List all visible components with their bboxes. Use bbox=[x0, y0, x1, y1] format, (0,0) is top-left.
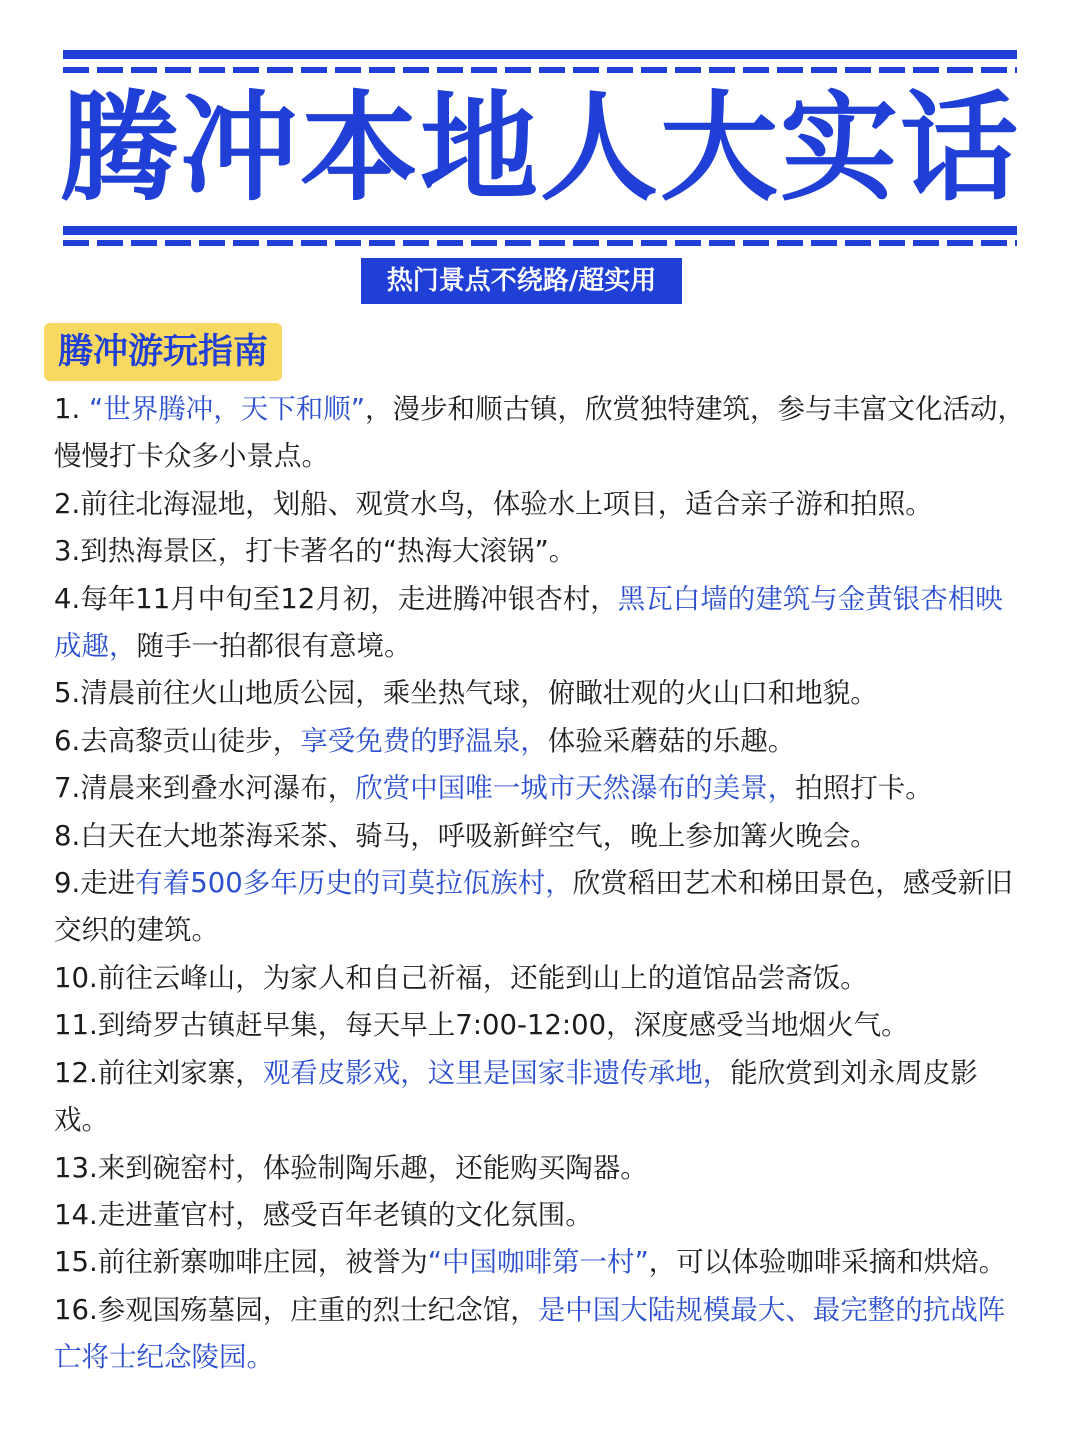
list-item bbox=[54, 670, 1029, 717]
list-item bbox=[54, 386, 1029, 481]
bottom-dashed-bar bbox=[63, 240, 1017, 246]
highlight-text: 欣赏中国唯一城市天然瀑布的美景， bbox=[355, 772, 796, 805]
list-item bbox=[54, 813, 1029, 860]
list-item bbox=[54, 481, 1029, 528]
item-text: 12.前往刘家寨， bbox=[54, 1056, 263, 1089]
item-text: 6.去高黎贡山徒步， bbox=[54, 724, 301, 757]
item-text: 随手一拍都很有意境。 bbox=[136, 630, 412, 663]
list-item bbox=[54, 1239, 1029, 1286]
item-text: 16.参观国殇墓园，庄重的烈士纪念馆， bbox=[54, 1293, 538, 1326]
item-text: 10.前往云峰山，为家人和自己祈福，还能到山上的道馆品尝斋饭。 bbox=[54, 961, 868, 994]
item-text: 7.清晨来到叠水河瀑布， bbox=[54, 772, 356, 805]
list-item bbox=[54, 718, 1029, 765]
list-item bbox=[54, 860, 1029, 955]
item-text: 8.白天在大地茶海采茶、骑马，呼吸新鲜空气，晚上参加篝火晚会。 bbox=[54, 819, 878, 852]
item-text: 4.每年11月中旬至12月初，走进腾冲银杏村， bbox=[54, 582, 618, 615]
page-title: 腾冲本地人大实话 bbox=[59, 79, 1020, 217]
top-dashed-bar bbox=[63, 67, 1017, 73]
highlight-text: 有着500多年历史的司莫拉佤族村， bbox=[135, 867, 573, 900]
item-text: 13.来到碗窑村，体验制陶乐趣，还能购买陶器。 bbox=[54, 1151, 648, 1184]
item-text: 3.到热海景区，打卡著名的“热海大滚锅”。 bbox=[54, 535, 577, 568]
item-text: 11.到绮罗古镇赶早集，每天早上7:00-12:00，深度感受当地烟火气。 bbox=[54, 1009, 909, 1042]
item-text: 拍照打卡。 bbox=[795, 772, 933, 805]
subtitle-badge: 热门景点不绕路/超实用 bbox=[361, 258, 682, 304]
highlight-text: 黑瓦白墙的建筑与金黄银杏相映成趣， bbox=[54, 582, 1003, 663]
item-text: 9.走进 bbox=[54, 867, 136, 900]
list-item bbox=[54, 528, 1029, 575]
highlight-text: 是中国大陆规模最大、最完整的抗战阵亡将士纪念陵园。 bbox=[54, 1293, 1006, 1374]
item-text: 能欣赏到刘永周皮影戏。 bbox=[54, 1056, 978, 1137]
list-item bbox=[54, 1050, 1029, 1145]
item-text: 体验采蘑菇的乐趣。 bbox=[547, 724, 796, 757]
list-item bbox=[54, 1287, 1029, 1382]
list-item bbox=[54, 765, 1029, 812]
list-item bbox=[54, 955, 1029, 1002]
item-text: ，可以体验咖啡采摘和烘焙。 bbox=[648, 1246, 1007, 1279]
item-text: ，漫步和顺古镇，欣赏独特建筑，参与丰富文化活动，慢慢打卡众多小景点。 bbox=[54, 393, 1025, 473]
section-title-tag: 腾冲游玩指南 bbox=[44, 323, 282, 381]
highlight-text: 观看皮影戏，这里是国家非遗传承地， bbox=[262, 1056, 731, 1089]
highlight-text: “中国咖啡第一村” bbox=[427, 1246, 649, 1279]
item-text: 15.前往新寨咖啡庄园，被誉为 bbox=[54, 1246, 428, 1279]
list-item bbox=[54, 1192, 1029, 1239]
bottom-solid-bar bbox=[63, 226, 1017, 235]
highlight-text: “世界腾冲，天下和顺” bbox=[88, 393, 365, 425]
top-solid-bar bbox=[63, 50, 1017, 59]
item-text: 欣赏稻田艺术和梯田景色，感受新旧交织的建筑。 bbox=[54, 867, 1013, 947]
item-text: 1. bbox=[54, 393, 89, 425]
item-text: 14.走进董官村，感受百年老镇的文化氛围。 bbox=[54, 1198, 593, 1231]
highlight-text: 享受免费的野温泉， bbox=[300, 724, 548, 757]
list-item bbox=[54, 1145, 1029, 1192]
item-text: 5.清晨前往火山地质公园，乘坐热气球，俯瞰壮观的火山口和地貌。 bbox=[54, 677, 878, 710]
item-text: 2.前往北海湿地，划船、观赏水鸟，体验水上项目，适合亲子游和拍照。 bbox=[54, 487, 933, 520]
list-item bbox=[54, 1002, 1029, 1049]
guide-list bbox=[54, 386, 1029, 1382]
list-item bbox=[54, 576, 1029, 671]
